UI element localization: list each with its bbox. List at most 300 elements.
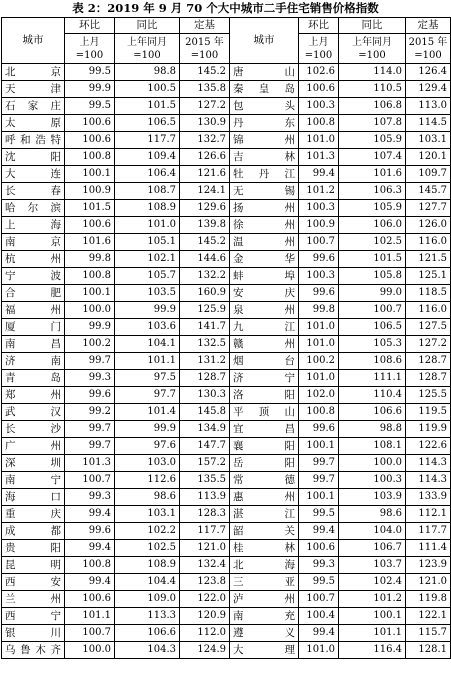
city-name-left: 宁 波 (2, 268, 65, 285)
base-value-right: 111.4 (406, 540, 451, 557)
base-value-right: 113.0 (406, 98, 451, 115)
mom-value-right: 99.4 (299, 625, 339, 642)
city-name-right: 蚌 埠 (230, 268, 299, 285)
yoy-value-left: 109.0 (115, 591, 180, 608)
city-name-left: 郑 州 (2, 387, 65, 404)
base-value-left: 134.9 (180, 421, 230, 438)
city-name-right: 温 州 (230, 234, 299, 251)
base-value-left: 130.9 (180, 115, 230, 132)
table-row (2, 472, 451, 489)
mom-value-right: 100.7 (299, 591, 339, 608)
yoy-value-left: 103.5 (115, 285, 180, 302)
table-row (2, 557, 451, 574)
base-value-left: 130.3 (180, 387, 230, 404)
table-row (2, 438, 451, 455)
base-value-left: 135.5 (180, 472, 230, 489)
mom-value-left: 100.7 (65, 625, 115, 642)
mom-value-right: 100.6 (299, 81, 339, 98)
base-value-right: 120.1 (406, 149, 451, 166)
base-value-right: 128.1 (406, 642, 451, 659)
base-value-right: 126.0 (406, 217, 451, 234)
city-name-right: 北 海 (230, 557, 299, 574)
header-yoy-sub-left: 上年同月 =100 (115, 34, 180, 64)
city-name-left: 杭 州 (2, 251, 65, 268)
city-name-left: 乌鲁木齐 (2, 642, 65, 659)
base-value-right: 115.7 (406, 625, 451, 642)
base-value-left: 125.9 (180, 302, 230, 319)
city-name-left: 银 川 (2, 625, 65, 642)
city-name-right: 惠 州 (230, 489, 299, 506)
base-value-left: 132.5 (180, 336, 230, 353)
city-name-left: 太 原 (2, 115, 65, 132)
yoy-value-right: 106.7 (339, 540, 406, 557)
header-yoy-sub-right: 上年同月 =100 (339, 34, 406, 64)
mom-value-left: 100.7 (65, 472, 115, 489)
yoy-value-left: 101.0 (115, 217, 180, 234)
base-value-left: 121.6 (180, 166, 230, 183)
yoy-value-left: 102.1 (115, 251, 180, 268)
yoy-value-left: 101.5 (115, 98, 180, 115)
city-name-left: 合 肥 (2, 285, 65, 302)
yoy-value-left: 98.6 (115, 489, 180, 506)
yoy-value-right: 106.0 (339, 217, 406, 234)
mom-value-right: 99.6 (299, 251, 339, 268)
base-value-right: 128.7 (406, 370, 451, 387)
city-name-right: 宜 昌 (230, 421, 299, 438)
header-mom-sub-left: 上月 =100 (65, 34, 115, 64)
mom-value-left: 99.5 (65, 64, 115, 81)
base-value-left: 131.2 (180, 353, 230, 370)
yoy-value-left: 103.0 (115, 455, 180, 472)
table-row (2, 489, 451, 506)
base-value-left: 145.8 (180, 404, 230, 421)
yoy-value-right: 98.8 (339, 421, 406, 438)
city-name-right: 秦皇岛 (230, 81, 299, 98)
yoy-value-left: 101.1 (115, 353, 180, 370)
header-yoy-left: 同比 (115, 18, 180, 34)
mom-value-left: 100.0 (65, 642, 115, 659)
city-name-left: 上 海 (2, 217, 65, 234)
mom-value-right: 100.3 (299, 268, 339, 285)
mom-value-right: 102.0 (299, 387, 339, 404)
base-value-right: 119.8 (406, 591, 451, 608)
city-name-left: 青 岛 (2, 370, 65, 387)
mom-value-right: 100.1 (299, 438, 339, 455)
yoy-value-right: 100.1 (339, 608, 406, 625)
mom-value-left: 99.3 (65, 489, 115, 506)
city-name-right: 包 头 (230, 98, 299, 115)
yoy-value-left: 100.5 (115, 81, 180, 98)
table-row (2, 591, 451, 608)
city-name-right: 遵 义 (230, 625, 299, 642)
city-name-right: 金 华 (230, 251, 299, 268)
table-row (2, 455, 451, 472)
mom-value-left: 100.6 (65, 591, 115, 608)
yoy-value-right: 103.9 (339, 489, 406, 506)
table-row (2, 387, 451, 404)
mom-value-right: 99.6 (299, 285, 339, 302)
yoy-value-left: 117.7 (115, 132, 180, 149)
base-value-left: 124.1 (180, 183, 230, 200)
mom-value-left: 100.6 (65, 217, 115, 234)
base-value-right: 133.9 (406, 489, 451, 506)
base-value-right: 117.7 (406, 523, 451, 540)
city-name-right: 大 理 (230, 642, 299, 659)
table-row (2, 234, 451, 251)
yoy-value-left: 99.9 (115, 421, 180, 438)
yoy-value-right: 100.3 (339, 472, 406, 489)
mom-value-right: 99.4 (299, 523, 339, 540)
yoy-value-left: 102.2 (115, 523, 180, 540)
base-value-left: 122.0 (180, 591, 230, 608)
mom-value-right: 102.6 (299, 64, 339, 81)
yoy-value-left: 103.1 (115, 506, 180, 523)
yoy-value-left: 108.7 (115, 183, 180, 200)
table-row (2, 183, 451, 200)
mom-value-left: 99.4 (65, 540, 115, 557)
yoy-value-left: 109.4 (115, 149, 180, 166)
table-row (2, 132, 451, 149)
yoy-value-left: 98.8 (115, 64, 180, 81)
base-value-right: 119.9 (406, 421, 451, 438)
base-value-right: 119.5 (406, 404, 451, 421)
yoy-value-right: 106.5 (339, 319, 406, 336)
header-mom-left: 环比 (65, 18, 115, 34)
base-value-left: 128.7 (180, 370, 230, 387)
mom-value-right: 100.2 (299, 353, 339, 370)
yoy-value-left: 104.3 (115, 642, 180, 659)
yoy-value-right: 104.0 (339, 523, 406, 540)
city-name-left: 成 都 (2, 523, 65, 540)
city-name-left: 大 连 (2, 166, 65, 183)
mom-value-left: 99.2 (65, 404, 115, 421)
mom-value-right: 101.0 (299, 319, 339, 336)
yoy-value-right: 110.5 (339, 81, 406, 98)
base-value-right: 114.3 (406, 455, 451, 472)
city-name-right: 三 亚 (230, 574, 299, 591)
city-name-right: 唐 山 (230, 64, 299, 81)
mom-value-left: 99.7 (65, 353, 115, 370)
city-name-right: 牡丹江 (230, 166, 299, 183)
city-name-right: 徐 州 (230, 217, 299, 234)
mom-value-left: 99.7 (65, 438, 115, 455)
base-value-left: 127.2 (180, 98, 230, 115)
yoy-value-left: 102.5 (115, 540, 180, 557)
yoy-value-left: 97.6 (115, 438, 180, 455)
city-name-right: 九 江 (230, 319, 299, 336)
base-value-right: 103.1 (406, 132, 451, 149)
base-value-left: 139.8 (180, 217, 230, 234)
yoy-value-right: 101.6 (339, 166, 406, 183)
base-value-left: 132.7 (180, 132, 230, 149)
base-value-left: 121.0 (180, 540, 230, 557)
yoy-value-left: 103.6 (115, 319, 180, 336)
mom-value-left: 100.8 (65, 268, 115, 285)
header-mom-sub-right: 上月 =100 (299, 34, 339, 64)
mom-value-right: 99.4 (299, 166, 339, 183)
yoy-value-right: 110.4 (339, 387, 406, 404)
base-value-left: 141.7 (180, 319, 230, 336)
base-value-right: 125.1 (406, 268, 451, 285)
yoy-value-left: 105.1 (115, 234, 180, 251)
price-index-table (1, 17, 451, 659)
header-base-sub-left: 2015 年 =100 (180, 34, 230, 64)
yoy-value-right: 101.5 (339, 251, 406, 268)
base-value-right: 109.7 (406, 166, 451, 183)
base-value-left: 128.3 (180, 506, 230, 523)
mom-value-right: 100.4 (299, 608, 339, 625)
city-name-left: 贵 阳 (2, 540, 65, 557)
yoy-value-right: 100.0 (339, 455, 406, 472)
table-title: 表 2：2019 年 9 月 70 个大中城市二手住宅销售价格指数 (72, 1, 379, 15)
mom-value-right: 100.1 (299, 489, 339, 506)
mom-value-left: 100.0 (65, 302, 115, 319)
mom-value-left: 100.6 (65, 132, 115, 149)
table-row (2, 625, 451, 642)
yoy-value-left: 106.6 (115, 625, 180, 642)
yoy-value-right: 114.0 (339, 64, 406, 81)
city-name-right: 烟 台 (230, 353, 299, 370)
yoy-value-left: 106.4 (115, 166, 180, 183)
city-name-right: 吉 林 (230, 149, 299, 166)
base-value-right: 127.2 (406, 336, 451, 353)
yoy-value-left: 97.5 (115, 370, 180, 387)
base-value-right: 122.1 (406, 608, 451, 625)
base-value-left: 147.7 (180, 438, 230, 455)
mom-value-right: 99.5 (299, 506, 339, 523)
city-name-right: 襄 阳 (230, 438, 299, 455)
base-value-left: 112.0 (180, 625, 230, 642)
city-name-left: 石家庄 (2, 98, 65, 115)
mom-value-left: 101.6 (65, 234, 115, 251)
city-name-left: 北 京 (2, 64, 65, 81)
table-row (2, 200, 451, 217)
yoy-value-right: 99.0 (339, 285, 406, 302)
table-row (2, 302, 451, 319)
city-name-right: 泉 州 (230, 302, 299, 319)
mom-value-right: 101.3 (299, 149, 339, 166)
city-name-left: 南 宁 (2, 472, 65, 489)
mom-value-left: 100.1 (65, 166, 115, 183)
city-name-right: 无 锡 (230, 183, 299, 200)
yoy-value-right: 103.7 (339, 557, 406, 574)
yoy-value-right: 105.3 (339, 336, 406, 353)
base-value-right: 127.5 (406, 319, 451, 336)
yoy-value-right: 111.1 (339, 370, 406, 387)
base-value-left: 123.8 (180, 574, 230, 591)
mom-value-left: 99.6 (65, 387, 115, 404)
base-value-right: 122.6 (406, 438, 451, 455)
base-value-right: 114.5 (406, 115, 451, 132)
base-value-left: 135.8 (180, 81, 230, 98)
mom-value-right: 101.0 (299, 642, 339, 659)
mom-value-left: 100.9 (65, 183, 115, 200)
table-row (2, 574, 451, 591)
mom-value-right: 100.3 (299, 98, 339, 115)
city-name-left: 长 春 (2, 183, 65, 200)
city-name-left: 武 汉 (2, 404, 65, 421)
table-row (2, 506, 451, 523)
yoy-value-right: 102.5 (339, 234, 406, 251)
yoy-value-right: 108.1 (339, 438, 406, 455)
table-row (2, 217, 451, 234)
yoy-value-right: 100.7 (339, 302, 406, 319)
mom-value-right: 100.9 (299, 217, 339, 234)
base-value-right: 129.4 (406, 81, 451, 98)
yoy-value-right: 108.6 (339, 353, 406, 370)
city-name-right: 洛 阳 (230, 387, 299, 404)
mom-value-left: 101.1 (65, 608, 115, 625)
mom-value-right: 101.0 (299, 370, 339, 387)
mom-value-left: 100.1 (65, 285, 115, 302)
base-value-left: 132.4 (180, 557, 230, 574)
yoy-value-left: 105.7 (115, 268, 180, 285)
city-name-left: 重 庆 (2, 506, 65, 523)
base-value-right: 116.0 (406, 234, 451, 251)
table-row (2, 523, 451, 540)
mom-value-left: 99.9 (65, 81, 115, 98)
city-name-left: 济 南 (2, 353, 65, 370)
table-row (2, 115, 451, 132)
base-value-right: 145.7 (406, 183, 451, 200)
table-row (2, 64, 451, 81)
header-base-right: 定基 (406, 18, 451, 34)
city-name-right: 赣 州 (230, 336, 299, 353)
city-name-right: 平顶山 (230, 404, 299, 421)
base-value-left: 120.9 (180, 608, 230, 625)
city-name-left: 天 津 (2, 81, 65, 98)
city-name-right: 常 德 (230, 472, 299, 489)
city-name-left: 沈 阳 (2, 149, 65, 166)
table-row (2, 370, 451, 387)
yoy-value-left: 104.4 (115, 574, 180, 591)
city-name-right: 济 宁 (230, 370, 299, 387)
table-row (2, 421, 451, 438)
header-mom-right: 环比 (299, 18, 339, 34)
table-row (2, 268, 451, 285)
table-row (2, 285, 451, 302)
yoy-value-right: 105.9 (339, 132, 406, 149)
mom-value-right: 101.2 (299, 183, 339, 200)
mom-value-left: 99.7 (65, 421, 115, 438)
yoy-value-left: 101.4 (115, 404, 180, 421)
mom-value-left: 99.9 (65, 319, 115, 336)
base-value-right: 121.5 (406, 251, 451, 268)
base-value-left: 124.9 (180, 642, 230, 659)
mom-value-left: 99.3 (65, 370, 115, 387)
header-city-left: 城市 (2, 18, 65, 64)
base-value-left: 129.6 (180, 200, 230, 217)
header-city-right: 城市 (230, 18, 299, 64)
mom-value-left: 99.8 (65, 251, 115, 268)
mom-value-left: 100.2 (65, 336, 115, 353)
table-row (2, 540, 451, 557)
mom-value-right: 99.3 (299, 557, 339, 574)
header-yoy-right: 同比 (339, 18, 406, 34)
city-name-right: 安 庆 (230, 285, 299, 302)
city-name-left: 广 州 (2, 438, 65, 455)
header-base-sub-right: 2015 年 =100 (406, 34, 451, 64)
mom-value-right: 99.7 (299, 455, 339, 472)
city-name-left: 南 京 (2, 234, 65, 251)
header-base-left: 定基 (180, 18, 230, 34)
base-value-right: 128.7 (406, 353, 451, 370)
mom-value-right: 101.0 (299, 132, 339, 149)
yoy-value-right: 107.8 (339, 115, 406, 132)
table-row (2, 336, 451, 353)
mom-value-right: 99.8 (299, 302, 339, 319)
yoy-value-right: 106.8 (339, 98, 406, 115)
yoy-value-right: 101.1 (339, 625, 406, 642)
mom-value-left: 99.4 (65, 574, 115, 591)
base-value-right: 116.0 (406, 302, 451, 319)
yoy-value-right: 105.8 (339, 268, 406, 285)
mom-value-left: 100.8 (65, 149, 115, 166)
city-name-right: 韶 关 (230, 523, 299, 540)
yoy-value-right: 107.4 (339, 149, 406, 166)
mom-value-left: 99.5 (65, 98, 115, 115)
yoy-value-right: 116.4 (339, 642, 406, 659)
mom-value-right: 99.7 (299, 472, 339, 489)
table-row (2, 251, 451, 268)
city-name-left: 深 圳 (2, 455, 65, 472)
yoy-value-left: 113.3 (115, 608, 180, 625)
base-value-left: 145.2 (180, 64, 230, 81)
mom-value-left: 99.4 (65, 506, 115, 523)
mom-value-right: 100.8 (299, 404, 339, 421)
city-name-left: 厦 门 (2, 319, 65, 336)
table-row (2, 319, 451, 336)
base-value-left: 144.6 (180, 251, 230, 268)
base-value-right: 112.1 (406, 506, 451, 523)
city-name-left: 呼和浩特 (2, 132, 65, 149)
table-row (2, 608, 451, 625)
table-row (2, 642, 451, 659)
yoy-value-left: 97.7 (115, 387, 180, 404)
yoy-value-right: 106.3 (339, 183, 406, 200)
city-name-left: 福 州 (2, 302, 65, 319)
base-value-right: 123.9 (406, 557, 451, 574)
base-value-left: 113.9 (180, 489, 230, 506)
mom-value-right: 101.0 (299, 336, 339, 353)
yoy-value-left: 104.1 (115, 336, 180, 353)
base-value-left: 126.6 (180, 149, 230, 166)
city-name-right: 扬 州 (230, 200, 299, 217)
header-row-sub (2, 34, 451, 64)
mom-value-left: 100.6 (65, 115, 115, 132)
yoy-value-right: 105.9 (339, 200, 406, 217)
city-name-left: 海 口 (2, 489, 65, 506)
table-row (2, 353, 451, 370)
mom-value-right: 99.6 (299, 421, 339, 438)
city-name-right: 丹 东 (230, 115, 299, 132)
city-name-left: 昆 明 (2, 557, 65, 574)
city-name-right: 湛 江 (230, 506, 299, 523)
base-value-left: 157.2 (180, 455, 230, 472)
yoy-value-right: 106.6 (339, 404, 406, 421)
yoy-value-left: 99.9 (115, 302, 180, 319)
table-row (2, 404, 451, 421)
city-name-right: 锦 州 (230, 132, 299, 149)
yoy-value-left: 112.6 (115, 472, 180, 489)
city-name-left: 南 昌 (2, 336, 65, 353)
base-value-right: 125.5 (406, 387, 451, 404)
mom-value-right: 100.7 (299, 234, 339, 251)
mom-value-left: 99.6 (65, 523, 115, 540)
base-value-right: 127.7 (406, 200, 451, 217)
yoy-value-left: 108.9 (115, 200, 180, 217)
table-row (2, 81, 451, 98)
